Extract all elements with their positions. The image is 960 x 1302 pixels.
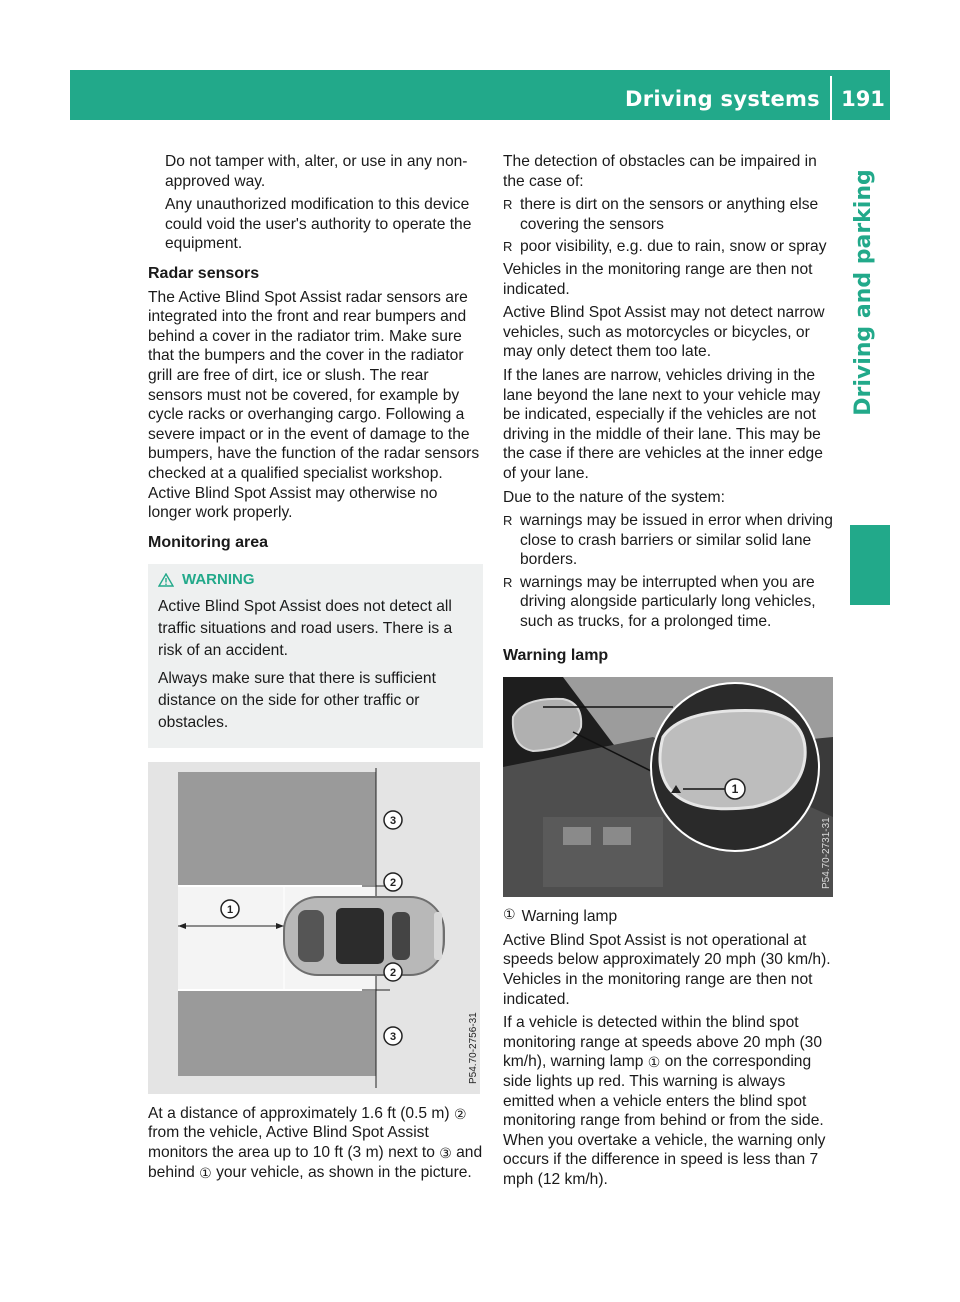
side-tab-label: Driving and parking	[851, 169, 876, 416]
figure-id: P54.70-2756-31	[468, 1012, 479, 1084]
list-item	[503, 573, 835, 632]
paragraph: Active Blind Spot Assist may not detect narrow vehicles, such as motorcycles or bicycles, or may only detect them too late.	[503, 304, 825, 361]
paragraph: The Active Blind Spot Assist radar sensors are integrated into the front and rear bumpers and behind a cover in the radiator trim. Make sure that the bumpers and the cover in the radiator grill are free of dirt, ice or slush. The rear sensors must not be covered, for example by cycle racks or overhanging cargo. Following a severe impact or in the event of damage to the bumpers, have the function of the radar sensors checked at a qualified specialist workshop. Active Blind Spot Assist may otherwise no longer work properly.	[148, 288, 480, 522]
callout-1	[221, 900, 239, 918]
paragraph: The detection of obstacles can be impaired in the case of:	[503, 153, 817, 190]
callout-label: 2	[389, 966, 397, 979]
bullet-icon: R	[503, 574, 513, 590]
callout-3-upper	[384, 811, 402, 829]
warning-header	[158, 570, 473, 590]
caption-text: Warning lamp	[521, 908, 618, 926]
monitoring-area-figure	[148, 762, 480, 1094]
callout-label: 1	[731, 782, 739, 797]
text-run: your vehicle, as shown in the picture.	[211, 1163, 472, 1181]
left-column	[148, 152, 483, 1186]
bullet-icon: R	[503, 197, 513, 213]
warning-text: Active Blind Spot Assist does not detect all traffic situations and road users. There is a risk of an accident.	[158, 597, 453, 659]
paragraph: If the lanes are narrow, vehicles driving in the lane beyond the lane next to your vehicle may be indicated, especially if the vehicles are not driving in the middle of their lane. This may be the case if there are vehicles at the inner edge of your lane.	[503, 366, 823, 482]
warning-lamp-figure	[503, 677, 833, 897]
car-top-view	[284, 897, 444, 975]
list-item-text: warnings may be issued in error when driving close to crash barriers or similar solid lane borders.	[520, 512, 833, 569]
figure-caption	[503, 907, 835, 927]
note-line: Do not tamper with, alter, or use in any non-approved way.	[165, 153, 468, 190]
side-tab	[838, 120, 890, 465]
warning-triangle-icon	[158, 573, 174, 587]
text-run: from the vehicle, Active Blind Spot Assist monitors the area up to 10 ft (3 m) next to	[148, 1124, 440, 1162]
callout-label: 1	[226, 903, 234, 916]
side-marker	[850, 525, 890, 605]
text-run: on the corresponding side lights up red. This warning is always emitted when a vehicle enters the blind spot monitoring range from behind or from the side. When you overtake a vehicle, the warning only occurs if the difference in speed is less than 7 mph (12 km/h).	[503, 1053, 826, 1188]
warning-label: WARNING	[182, 571, 255, 589]
warning-box	[148, 564, 483, 748]
callout-3-lower	[384, 1027, 402, 1045]
callout-label: 3	[389, 814, 397, 827]
paragraph: Due to the nature of the system:	[503, 488, 725, 506]
paragraph	[148, 1104, 483, 1182]
callout-1-ref: ①	[647, 1054, 661, 1071]
header-bar	[70, 70, 890, 120]
callout-2-lower	[384, 963, 402, 981]
right-column	[503, 152, 835, 1194]
paragraph: Vehicles in the monitoring range are then not indicated.	[503, 260, 813, 298]
callout-2-upper	[384, 873, 402, 891]
list-item-text: warnings may be interrupted when you are driving alongside particularly long vehicles, such as trucks, for a prolonged time.	[520, 573, 816, 631]
bullet-icon: R	[503, 239, 513, 255]
text-run: At a distance of approximately 1.6 ft (0.5 m)	[148, 1104, 454, 1122]
callout-2-ref: ②	[453, 1105, 467, 1122]
bullet-icon: R	[503, 513, 513, 529]
section-heading: Warning lamp	[503, 646, 609, 664]
page-number: 191	[841, 87, 885, 111]
list-item	[503, 237, 835, 257]
chapter-title: Driving systems	[624, 87, 820, 111]
note-line: Any unauthorized modification to this device could void the user's authority to operate the equipment.	[165, 196, 472, 253]
paragraph: Active Blind Spot Assist is not operational at speeds below approximately 20 mph (30 km/h). Vehicles in the monitoring range are then not indicated.	[503, 931, 831, 1008]
list-item-text: there is dirt on the sensors or anything else covering the sensors	[520, 196, 819, 233]
list-item-text: poor visibility, e.g. due to rain, snow or spray	[520, 238, 827, 256]
paragraph	[503, 1013, 835, 1189]
callout-1-lamp	[725, 779, 745, 799]
header-divider	[830, 76, 832, 120]
warning-lamp-photo	[503, 677, 833, 897]
list-item	[503, 195, 835, 234]
callout-1-ref: ①	[503, 906, 516, 923]
section-heading: Radar sensors	[148, 264, 260, 282]
text-run: and behind	[148, 1144, 483, 1181]
callout-3-ref: ③	[439, 1145, 452, 1162]
callout-label: 2	[389, 876, 397, 889]
list-item	[503, 511, 835, 570]
monitoring-area-diagram	[148, 762, 480, 1094]
callout-1-ref: ①	[199, 1164, 212, 1181]
section-heading: Monitoring area	[148, 533, 269, 551]
text-run: If a vehicle is detected within the blind spot monitoring range at speeds above 20 mph (30 km/h), warning lamp	[503, 1014, 823, 1071]
callout-label: 3	[389, 1030, 397, 1043]
warning-text: Always make sure that there is sufficient distance on the side for other traffic or obstacles.	[158, 669, 436, 731]
figure-id: P54.70-2731-31	[821, 817, 832, 890]
